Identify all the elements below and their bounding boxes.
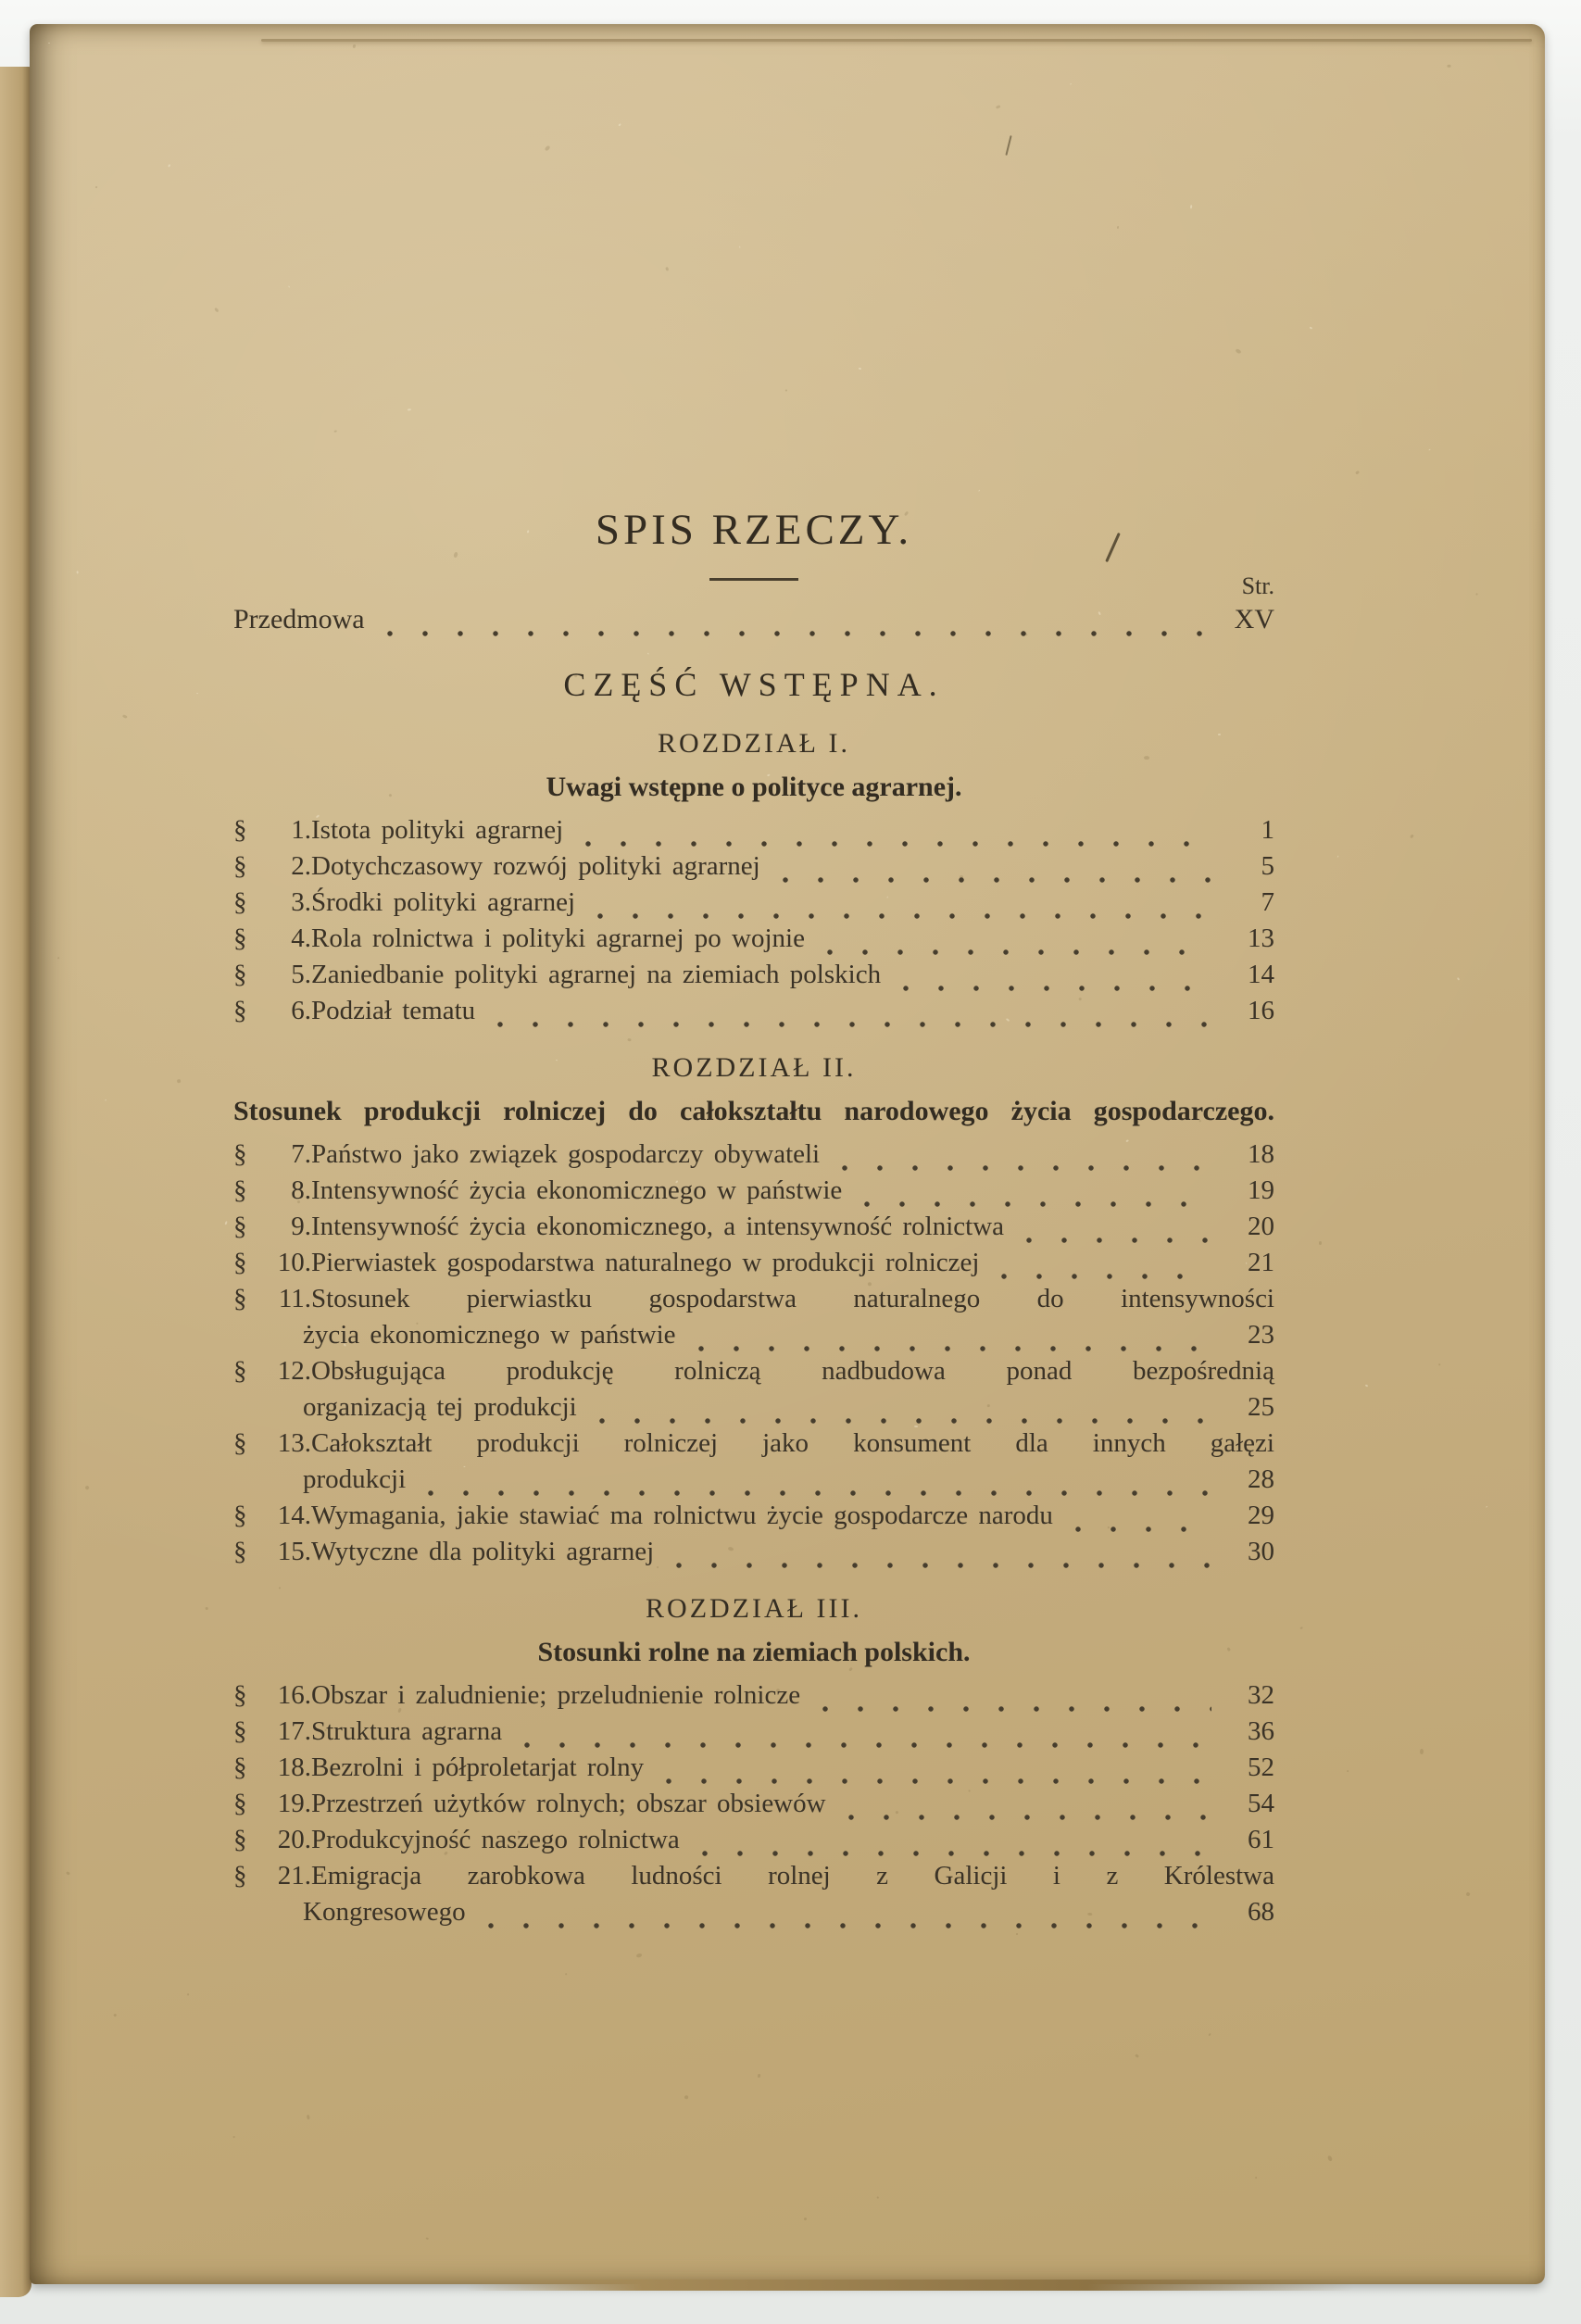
paper-speck (1015, 1932, 1017, 1934)
chapter-subtitle: Uwagi wstępne o polityce agrarnej. (546, 772, 962, 802)
entry-line (233, 1245, 1274, 1281)
section-mark: § (233, 1139, 247, 1169)
toc-entry (233, 957, 1274, 993)
toc-entry (233, 1137, 1274, 1173)
entry-text: Obsługująca produkcję rolniczą nadbudowa ponad bezpośrednią (311, 1356, 1274, 1386)
entry-text: Struktura agrarna (311, 1716, 503, 1746)
paper-speck (66, 1871, 70, 1875)
dot-leader (667, 1559, 1211, 1570)
page-number: 14 (1248, 960, 1274, 989)
preface-label: Przedmowa (233, 604, 365, 634)
section-label (233, 848, 311, 885)
paper-speck (1447, 65, 1450, 68)
dot-leader (839, 1811, 1211, 1822)
toc-entry (233, 1750, 1274, 1786)
section-label (233, 1750, 311, 1786)
paper-speck (564, 1973, 567, 1976)
section-label (233, 1714, 311, 1750)
entry-line (233, 1714, 1274, 1750)
chapter-subtitle: Stosunki rolne na ziemiach polskich. (537, 1637, 971, 1667)
entry-text: Wytyczne dla polityki agrarnej (311, 1537, 655, 1566)
paper-speck (636, 1953, 643, 1957)
section-label (233, 1137, 311, 1173)
section-mark: § (233, 1284, 247, 1313)
paper-speck (105, 1099, 107, 1100)
dot-leader (833, 1162, 1211, 1173)
paper-speck (306, 2115, 309, 2120)
entry-text: Bezrolni i półproletarjat rolny (311, 1752, 645, 1782)
paper-speck (168, 164, 170, 168)
chapter-subtitle: Stosunek produkcji rolniczej do całokształtu narodowego życia gospodarczego. (233, 1096, 1274, 1126)
entry-text: Zaniedbanie polityki agrarnej na ziemiach polskich (311, 960, 882, 989)
entry-text: Rola rolnictwa i polityki agrarnej po wojnie (311, 923, 805, 953)
table-of-contents (233, 506, 1274, 1930)
page-number: 25 (1248, 1392, 1274, 1422)
paper-speck (113, 2014, 117, 2017)
section-label (233, 1498, 311, 1534)
entry-text: Emigracja zarobkowa ludności rolnej z Galicji i z Królestwa (311, 1861, 1274, 1891)
toc-entry (233, 1245, 1274, 1281)
paper-speck (684, 2095, 688, 2100)
paper-speck (1485, 1506, 1487, 1508)
dot-leader (689, 1342, 1211, 1353)
paper-speck (1355, 471, 1360, 475)
section-number: 5. (291, 960, 311, 989)
toc-entry (233, 1498, 1274, 1534)
toc-entry (233, 812, 1274, 848)
section-mark: § (233, 1752, 247, 1782)
paper-speck (1299, 1627, 1303, 1629)
section-number: 9. (291, 1212, 311, 1241)
paper-speck (804, 2217, 808, 2220)
scanned-page (30, 24, 1545, 2284)
section-label (233, 1173, 311, 1209)
paper-speck (353, 44, 357, 47)
dot-leader (813, 1702, 1211, 1714)
section-label (233, 1426, 311, 1462)
section-mark: § (233, 815, 247, 845)
section-number: 10. (277, 1248, 311, 1277)
toc-entry (233, 1714, 1274, 1750)
paper-speck (665, 267, 669, 271)
entry-continuation (233, 1462, 1274, 1498)
toc-entry (233, 848, 1274, 885)
paper-speck (408, 408, 411, 411)
section-label (233, 1677, 311, 1714)
page-number: 61 (1248, 1825, 1274, 1854)
entry-continuation (233, 1317, 1274, 1353)
entry-line (233, 1426, 1274, 1462)
paper-speck (1475, 592, 1477, 595)
entry-text-continued: organizacją tej produkcji (303, 1392, 577, 1422)
entry-text: Stosunek pierwiastku gospodarstwa naturalnego do intensywności (311, 1284, 1274, 1313)
entry-text: Całokształt produkcji rolniczej jako konsument dla innych gałęzi (311, 1428, 1274, 1458)
page-number: 5 (1261, 851, 1274, 881)
entry-line (233, 1822, 1274, 1858)
dot-leader (488, 1018, 1211, 1029)
entry-line (233, 1786, 1274, 1822)
section-mark: § (233, 1825, 247, 1854)
chapter-entries (233, 1137, 1274, 1570)
section-label (233, 957, 311, 993)
entry-text: Produkcyjność naszego rolnictwa (311, 1825, 680, 1854)
paper-speck (84, 1485, 90, 1490)
paper-speck (177, 1079, 182, 1083)
paper-speck (1438, 1363, 1441, 1366)
section-label (233, 812, 311, 848)
dot-leader (693, 1847, 1211, 1858)
entry-text: Intensywność życia ekonomicznego, a intensywność rolnictwa (311, 1212, 1005, 1241)
paper-speck (1457, 977, 1460, 981)
paper-speck (739, 245, 740, 247)
page-number: 68 (1248, 1897, 1274, 1927)
section-mark: § (233, 1680, 247, 1710)
section-mark: § (233, 923, 247, 953)
book-page-stack-edge (0, 67, 31, 2297)
section-label (233, 1822, 311, 1858)
section-number: 19. (277, 1789, 311, 1818)
paper-speck (214, 308, 220, 313)
entry-line (233, 1750, 1274, 1786)
scan-mark (1005, 135, 1011, 156)
page-number: 29 (1248, 1501, 1274, 1530)
section-mark: § (233, 1789, 247, 1818)
entry-text: Przestrzeń użytków rolnych; obszar obsiewów (311, 1789, 826, 1818)
entry-text: Podział tematu (311, 996, 476, 1025)
dot-leader (479, 1919, 1211, 1930)
dot-leader (1017, 1234, 1211, 1245)
chapter (233, 725, 1274, 1029)
entry-line (233, 1498, 1274, 1534)
page-number: 36 (1248, 1716, 1274, 1746)
section-mark: § (233, 1861, 247, 1891)
section-label (233, 1245, 311, 1281)
page-number: 20 (1248, 1212, 1274, 1241)
section-number: 21. (277, 1861, 311, 1891)
paper-speck (876, 2196, 879, 2199)
page-number: 21 (1248, 1248, 1274, 1277)
paper-speck (1327, 2155, 1333, 2162)
page-number: 54 (1248, 1789, 1274, 1818)
paper-speck (206, 1607, 208, 1610)
section-number: 13. (277, 1428, 311, 1458)
section-number: 3. (291, 887, 311, 917)
dot-leader (992, 1270, 1211, 1281)
entry-text: Obszar i zaludnienie; przeludnienie rolnicze (311, 1680, 801, 1710)
section-mark: § (233, 996, 247, 1025)
preface-entry (233, 601, 1274, 638)
section-label (233, 1534, 311, 1570)
chapter-entries (233, 1677, 1274, 1930)
chapter-heading: ROZDZIAŁ II. (651, 1052, 857, 1083)
section-label (233, 1209, 311, 1245)
paper-speck (1135, 2054, 1139, 2059)
paper-speck (288, 286, 290, 288)
paper-speck (757, 2074, 760, 2079)
dot-leader (657, 1775, 1211, 1786)
section-number: 16. (277, 1680, 311, 1710)
entry-line (233, 1534, 1274, 1570)
paper-speck (233, 2136, 235, 2138)
paper-speck (1466, 1891, 1471, 1897)
paper-speck (619, 123, 621, 126)
chapter-heading: ROZDZIAŁ I. (658, 728, 850, 759)
paper-speck (859, 368, 862, 371)
chapter (233, 1049, 1274, 1570)
entry-line (233, 1173, 1274, 1209)
toc-entry (233, 1209, 1274, 1245)
entry-text: Dotychczasowy rozwój polityki agrarnej (311, 851, 760, 881)
page-title: SPIS RZECZY. (595, 506, 913, 554)
entry-text-continued: życia ekonomicznego w państwie (303, 1320, 676, 1350)
paper-speck (1255, 2177, 1258, 2180)
page-number: 28 (1248, 1464, 1274, 1494)
section-number: 20. (277, 1825, 311, 1854)
section-number: 7. (291, 1139, 311, 1169)
entry-line (233, 957, 1274, 993)
dot-leader (1066, 1523, 1211, 1534)
dot-leader (419, 1487, 1211, 1498)
paper-speck (121, 714, 127, 719)
chapters (233, 725, 1274, 1930)
entry-text: Środki polityki agrarnej (311, 887, 576, 917)
paper-speck (224, 1221, 228, 1225)
section-mark: § (233, 1716, 247, 1746)
page-number: 16 (1248, 996, 1274, 1025)
entry-line (233, 1209, 1274, 1245)
section-label (233, 885, 311, 921)
entry-line (233, 1281, 1274, 1317)
page-column-header: Str. (1241, 572, 1274, 599)
section-number: 6. (291, 996, 311, 1025)
page-number: 18 (1248, 1139, 1274, 1169)
section-number: 17. (277, 1716, 311, 1746)
paper-speck (1208, 2033, 1211, 2037)
entry-line (233, 1677, 1274, 1714)
toc-entry (233, 1534, 1274, 1570)
section-number: 4. (291, 923, 311, 953)
toc-entry (233, 1173, 1274, 1209)
entry-line (233, 993, 1274, 1029)
entry-text: Intensywność życia ekonomicznego w państwie (311, 1175, 843, 1205)
page-number: 23 (1248, 1320, 1274, 1350)
paper-speck (978, 489, 980, 491)
entry-text: Państwo jako związek gospodarczy obywateli (311, 1139, 821, 1169)
paper-speck (48, 43, 50, 44)
page-number: 32 (1248, 1680, 1274, 1710)
section-mark: § (233, 960, 247, 989)
dot-leader (818, 946, 1211, 957)
toc-entry (233, 1426, 1274, 1498)
paper-crease (261, 39, 1532, 42)
entry-line (233, 1353, 1274, 1389)
entry-line (233, 921, 1274, 957)
section-label (233, 1858, 311, 1894)
paper-speck (1319, 1241, 1322, 1245)
page-number: 30 (1248, 1537, 1274, 1566)
part-title: CZĘŚĆ WSTĘPNA. (563, 666, 945, 703)
paper-speck (77, 571, 79, 573)
entry-text: Istota polityki agrarnej (311, 815, 564, 845)
toc-entry (233, 885, 1274, 921)
dot-leader (378, 627, 1211, 638)
section-label (233, 1786, 311, 1822)
dot-leader (588, 910, 1211, 921)
section-label (233, 921, 311, 957)
paper-speck (57, 957, 60, 960)
section-number: 14. (277, 1501, 311, 1530)
paper-speck (333, 430, 337, 433)
next-page-edge (465, 2280, 1354, 2291)
paper-speck (1309, 327, 1311, 330)
toc-entry (233, 1677, 1274, 1714)
dot-leader (855, 1198, 1211, 1209)
paper-speck (195, 693, 197, 695)
section-mark: § (233, 1537, 247, 1566)
paper-speck (425, 2237, 429, 2240)
paper-speck (784, 389, 787, 391)
section-number: 2. (291, 851, 311, 881)
section-mark: § (233, 1501, 247, 1530)
toc-entry (233, 1786, 1274, 1822)
section-label (233, 993, 311, 1029)
entry-line (233, 848, 1274, 885)
dot-leader (590, 1414, 1211, 1426)
section-number: 8. (291, 1175, 311, 1205)
toc-entry (233, 1353, 1274, 1426)
paper-speck (186, 1992, 189, 1995)
paper-speck (1365, 1384, 1369, 1387)
page-number: 13 (1248, 923, 1274, 953)
entry-line (233, 885, 1274, 921)
chapter-heading: ROZDZIAŁ III. (646, 1593, 862, 1624)
toc-entry (233, 1281, 1274, 1353)
entry-text-continued: Kongresowego (303, 1897, 466, 1927)
entry-text: Pierwiastek gospodarstwa naturalnego w produkcji rolniczej (311, 1248, 980, 1277)
paper-speck (1337, 856, 1339, 858)
paper-speck (1420, 1749, 1424, 1754)
chapter (233, 1590, 1274, 1930)
section-mark: § (233, 1428, 247, 1458)
chapter-entries (233, 812, 1274, 1029)
paper-speck (1116, 226, 1118, 229)
paper-speck (1070, 83, 1072, 85)
page-number: 7 (1261, 887, 1274, 917)
entry-text-continued: produkcji (303, 1464, 407, 1494)
paper-speck (1235, 348, 1241, 355)
toc-entry (233, 1822, 1274, 1858)
paper-speck (1429, 449, 1431, 451)
entry-line (233, 1858, 1274, 1894)
section-number: 11. (278, 1284, 311, 1313)
section-number: 18. (277, 1752, 311, 1782)
page-number: 19 (1248, 1175, 1274, 1205)
section-mark: § (233, 1356, 247, 1386)
dot-leader (894, 982, 1211, 993)
toc-entry (233, 993, 1274, 1029)
section-mark: § (233, 887, 247, 917)
paper-speck (1190, 205, 1193, 208)
section-number: 1. (291, 815, 311, 845)
page-number: XV (1234, 604, 1274, 634)
toc-entry (233, 921, 1274, 957)
entry-continuation (233, 1894, 1274, 1930)
section-label (233, 1281, 311, 1317)
entry-text: Wymagania, jakie stawiać ma rolnictwu życie gospodarcze narodu (311, 1501, 1053, 1530)
entry-line (233, 1137, 1274, 1173)
section-mark: § (233, 851, 247, 881)
entry-line (233, 812, 1274, 848)
paper-speck (996, 105, 1001, 109)
paper-speck (1410, 835, 1414, 839)
paper-speck (94, 185, 96, 188)
dot-leader (576, 837, 1211, 848)
section-mark: § (233, 1175, 247, 1205)
paper-speck (545, 144, 551, 151)
page-number: 1 (1261, 815, 1274, 845)
paper-speck (1347, 1770, 1349, 1772)
section-mark: § (233, 1248, 247, 1277)
section-number: 15. (277, 1537, 311, 1566)
dot-leader (773, 873, 1211, 885)
toc-entry (233, 1858, 1274, 1930)
section-number: 12. (277, 1356, 311, 1386)
page-number: 52 (1248, 1752, 1274, 1782)
dot-leader (515, 1739, 1211, 1750)
section-label (233, 1353, 311, 1389)
section-mark: § (233, 1212, 247, 1241)
entry-continuation (233, 1389, 1274, 1426)
